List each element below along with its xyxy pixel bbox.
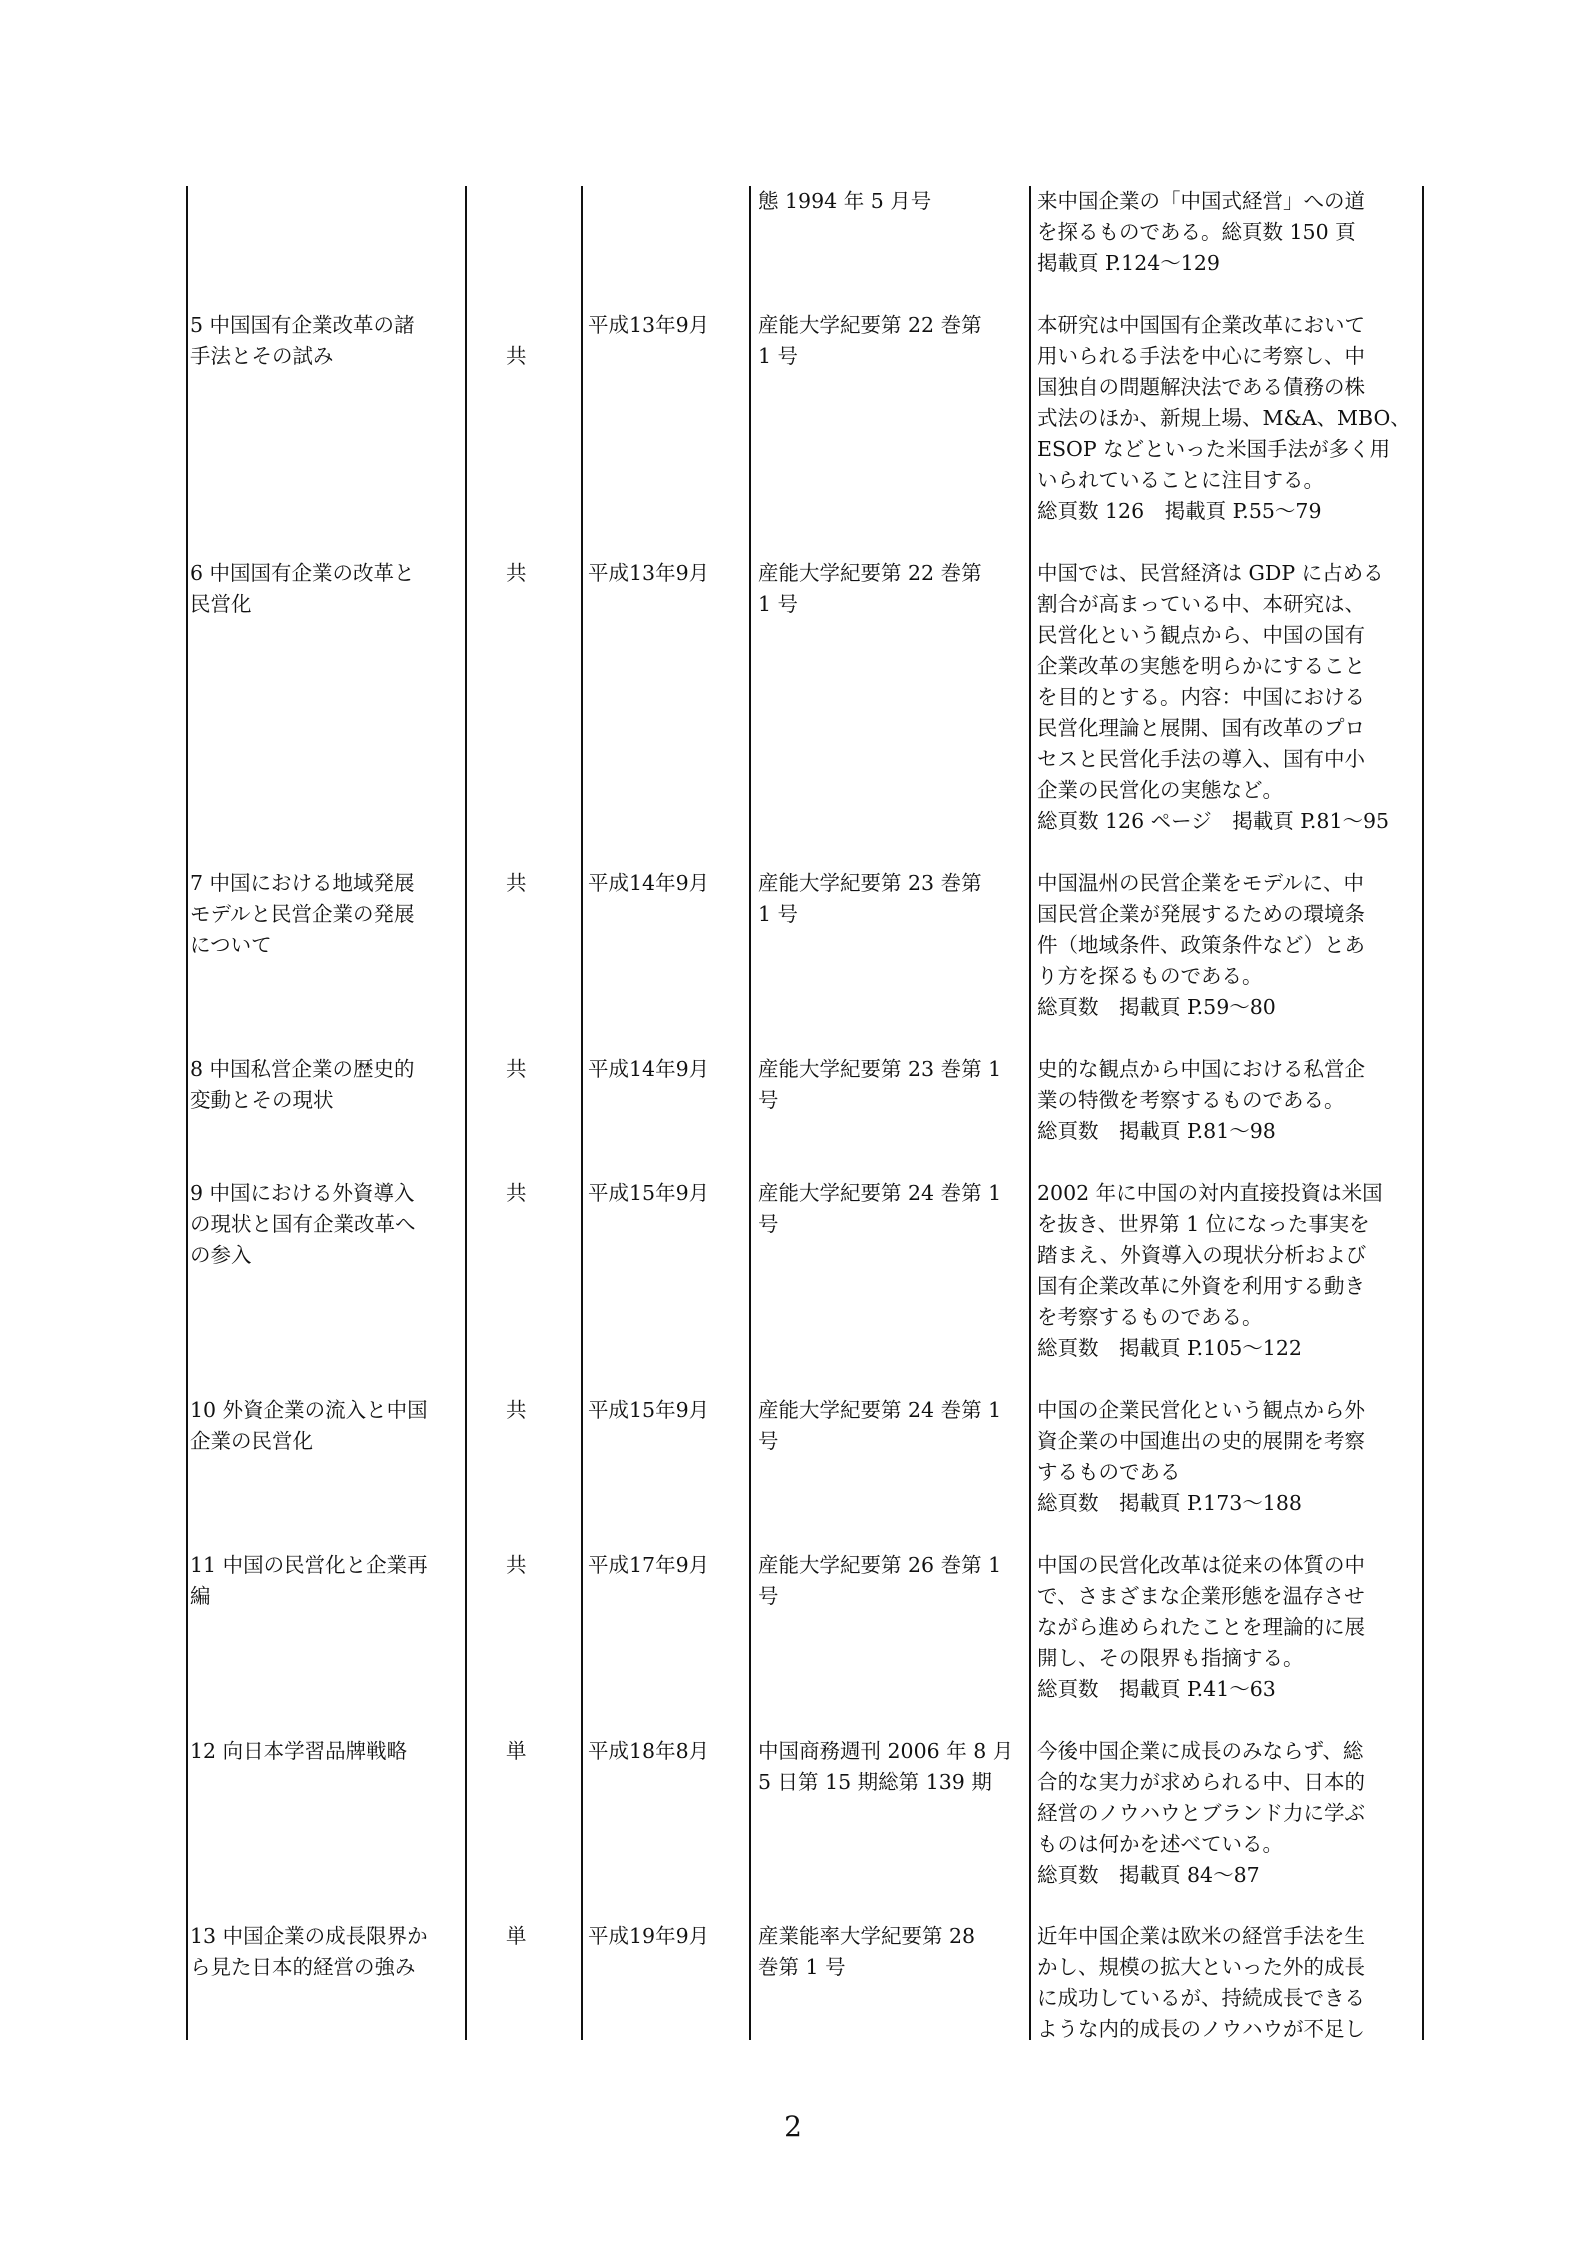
- publication-date: 平成17年9月: [588, 1553, 710, 1577]
- authorship: 共: [506, 344, 527, 368]
- authorship: 共: [506, 561, 527, 585]
- authorship: 単: [506, 1739, 527, 1763]
- authorship: 共: [506, 871, 527, 895]
- page-number: 2: [784, 2110, 802, 2143]
- paper-title: 10 外資企業の流入と中国 企業の民営化: [190, 1398, 428, 1453]
- paper-title: 7 中国における地域発展 モデルと民営企業の発展 について: [190, 871, 415, 957]
- publication-table: [186, 186, 1424, 2040]
- table-border-left: [186, 186, 188, 2040]
- paper-description: 史的な観点から中国における私営企 業の特徴を考察するものである。 総頁数 掲載頁 P.81～98: [1037, 1057, 1365, 1143]
- paper-description: 来中国企業の「中国式経営」への道 を探るものである。総頁数 150 頁 掲載頁 P.124～129: [1037, 189, 1365, 275]
- authorship: 共: [506, 1057, 527, 1081]
- paper-title: 5 中国国有企業改革の諸 手法とその試み: [190, 313, 415, 368]
- paper-title: 6 中国国有企業の改革と 民営化: [190, 561, 415, 616]
- paper-title: 8 中国私営企業の歴史的 変動とその現状: [190, 1057, 415, 1112]
- publication-venue: 産能大学紀要第 22 巻第 1 号: [758, 561, 982, 616]
- paper-title: 13 中国企業の成長限界か ら見た日本的経営の強み: [190, 1924, 428, 1979]
- publication-date: 平成13年9月: [588, 313, 710, 337]
- paper-description: 中国温州の民営企業をモデルに、中 国民営企業が発展するための環境条 件（地域条件、政策条件など）とあ り方を探るものである。 総頁数 掲載頁 P.59～80: [1037, 871, 1365, 1019]
- publication-date: 平成15年9月: [588, 1181, 710, 1205]
- table-divider-2: [581, 186, 583, 2040]
- table-divider-4: [1029, 186, 1031, 2040]
- publication-date: 平成18年8月: [588, 1739, 710, 1763]
- publication-date: 平成15年9月: [588, 1398, 710, 1422]
- paper-description: 本研究は中国国有企業改革において 用いられる手法を中心に考察し、中 国独自の問題解決法である債務の株 式法のほか、新規上場、M&A、MBO、 ESOP などといった米国手法が多く用 いられていることに注目する。 総頁数 126 掲載頁 P.55～79: [1037, 313, 1411, 523]
- authorship: 単: [506, 1924, 527, 1948]
- publication-venue: 中国商務週刊 2006 年 8 月 5 日第 15 期総第 139 期: [758, 1739, 1014, 1794]
- publication-venue: 産能大学紀要第 24 巻第 1 号: [758, 1181, 1002, 1236]
- paper-title: 12 向日本学習品牌戦略: [190, 1739, 408, 1763]
- publication-venue: 産能大学紀要第 26 巻第 1 号: [758, 1553, 1002, 1608]
- publication-date: 平成14年9月: [588, 1057, 710, 1081]
- publication-venue: 産業能率大学紀要第 28 巻第 1 号: [758, 1924, 976, 1979]
- paper-description: 中国の企業民営化という観点から外 資企業の中国進出の史的展開を考察 するものである 総頁数 掲載頁 P.173～188: [1037, 1398, 1365, 1515]
- paper-description: 近年中国企業は欧米の経営手法を生 かし、規模の拡大といった外的成長 に成功しているが、持続成長できる ような内的成長のノウハウが不足し: [1037, 1924, 1365, 2041]
- paper-description: 今後中国企業に成長のみならず、総 合的な実力が求められる中、日本的 経営のノウハウとブランド力に学ぶ ものは何かを述べている。 総頁数 掲載頁 84～87: [1037, 1739, 1365, 1887]
- paper-title: 11 中国の民営化と企業再 編: [190, 1553, 428, 1608]
- publication-date: 平成19年9月: [588, 1924, 710, 1948]
- authorship: 共: [506, 1181, 527, 1205]
- paper-description: 中国の民営化改革は従来の体質の中 で、さまざまな企業形態を温存させ ながら進められたことを理論的に展 開し、その限界も指摘する。 総頁数 掲載頁 P.41～63: [1037, 1553, 1365, 1701]
- table-border-right: [1422, 186, 1424, 2040]
- table-divider-3: [749, 186, 751, 2040]
- paper-title: 9 中国における外資導入 の現状と国有企業改革へ の参入: [190, 1181, 416, 1267]
- paper-description: 中国では、民営経済は GDP に占める 割合が高まっている中、本研究は、 民営化という観点から、中国の国有 企業改革の実態を明らかにすること を目的とする。内容：中国における 民営化理論と展開、国有改革のプロ セスと民営化手法の導入、国有中小 企業の民営化の実態など。 総頁数 126 ページ 掲載頁 P.81～95: [1037, 561, 1390, 833]
- publication-venue: 産能大学紀要第 22 巻第 1 号: [758, 313, 982, 368]
- publication-venue: 産能大学紀要第 23 巻第 1 号: [758, 1057, 1002, 1112]
- publication-date: 平成14年9月: [588, 871, 710, 895]
- authorship: 共: [506, 1398, 527, 1422]
- publication-venue: 態 1994 年 5 月号: [758, 189, 932, 213]
- paper-description: 2002 年に中国の対内直接投資は米国 を抜き、世界第 1 位になった事実を 踏まえ、外資導入の現状分析および 国有企業改革に外資を利用する動き を考察するものである。 総頁数 掲載頁 P.105～122: [1037, 1181, 1383, 1360]
- publication-date: 平成13年9月: [588, 561, 710, 585]
- publication-venue: 産能大学紀要第 23 巻第 1 号: [758, 871, 982, 926]
- authorship: 共: [506, 1553, 527, 1577]
- publication-venue: 産能大学紀要第 24 巻第 1 号: [758, 1398, 1002, 1453]
